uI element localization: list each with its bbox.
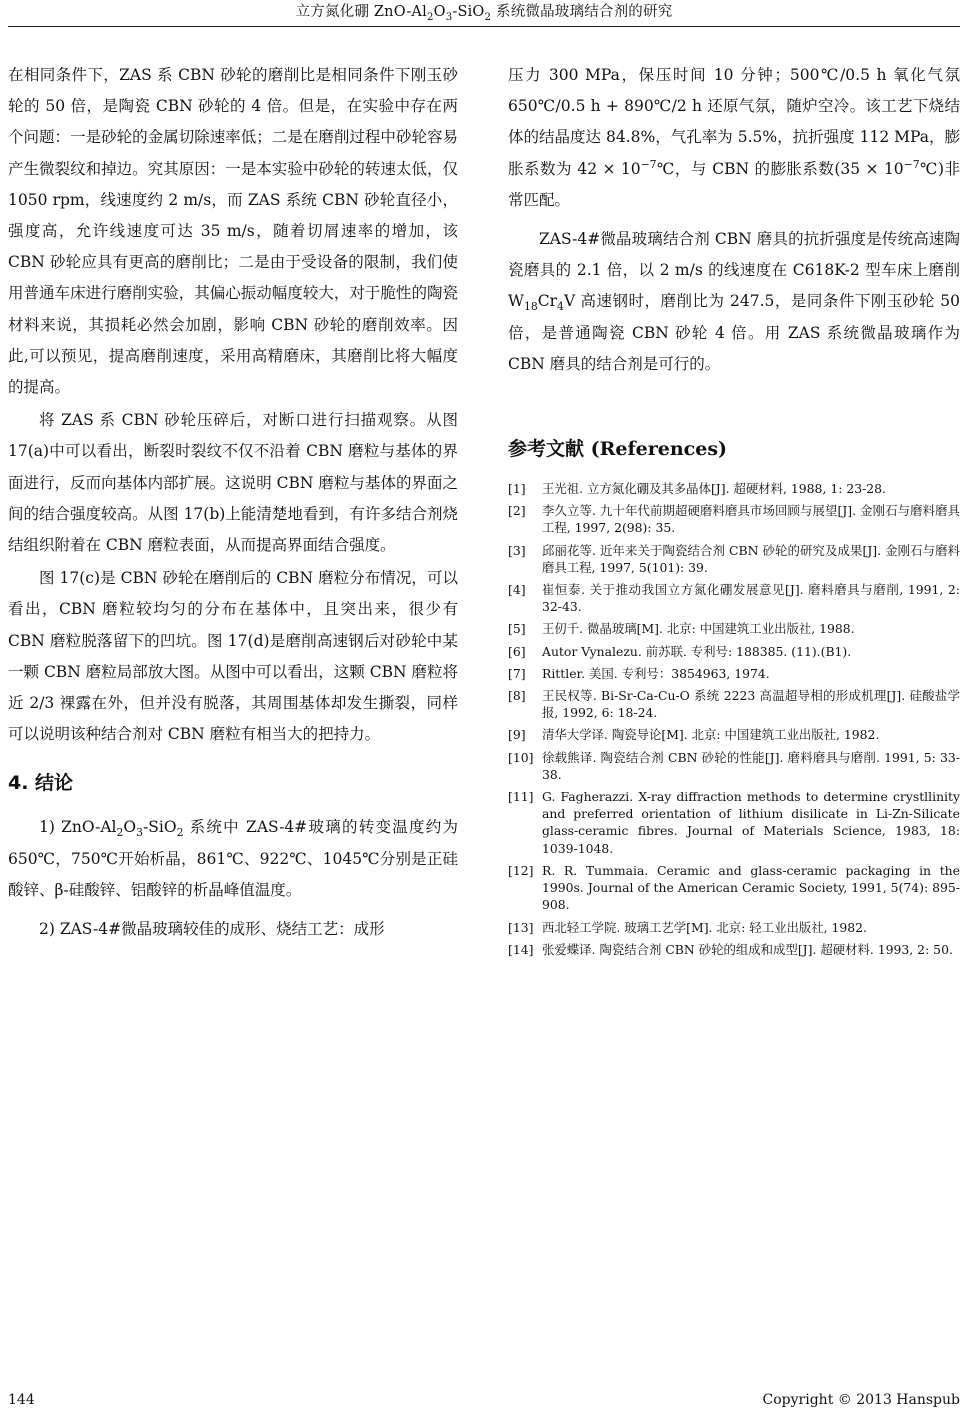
reference-number: [13] (508, 919, 534, 935)
body-paragraph: ZAS-4#微晶玻璃结合剂 CBN 磨具的抗折强度是传统高速陶瓷磨具的 2.1 倍，以 2 m/s 的线速度在 C618K-2 型车床上磨削 $W_{18}Cr_4V$ 高速钢时，磨削比为 247.5，是同条件下刚玉砂轮 50 倍，是普通陶瓷 CBN 砂轮 4 倍。用 ZAS 系统微晶玻璃作为 CBN 磨具的结合剂是可行的。 (508, 230, 960, 373)
reference-text: 李久立等. 九十年代前期超硬磨料磨具市场回顾与展望[J]. 金刚石与磨料磨具工程, 1997, 2(98): 35. (542, 503, 960, 536)
reference-text: Rittler. 美国. 专利号：3854963, 1974. (542, 665, 770, 681)
references-heading: 参考文献 (References) (508, 438, 728, 461)
reference-number: [9] (508, 727, 526, 743)
reference-text: 张爱蝶译. 陶瓷结合剂 CBN 砂轮的组成和成型[J]. 超硬材料. 1993, 2: 50. (542, 941, 953, 957)
reference-number: [14] (508, 941, 534, 957)
reference-text: 王仞千. 微晶玻璃[M]. 北京: 中国建筑工业出版社, 1988. (542, 621, 855, 637)
reference-item (508, 941, 960, 958)
reference-number: [5] (508, 621, 526, 637)
page-number: 144 (8, 1392, 35, 1408)
reference-text: 王民权等. Bi-Sr-Ca-Cu-O 系统 2223 高温超导相的形成机理[J]. 硅酸盐学报, 1992, 6: 18-24. (542, 688, 960, 721)
body-paragraph: 2) ZAS-4#微晶玻璃较佳的成形、烧结工艺：成形 (39, 920, 385, 939)
reference-item (508, 480, 960, 497)
copyright-notice: Copyright © 2013 Hanspub (762, 1392, 960, 1408)
reference-text: G. Fagherazzi. X-ray diffraction methods to determine crystllinity and preferred orientation of lithium disilicate in Li-Zn-Silicate glass-ceramic fibres. Journal of Materials Science, 1983, 18: 1039-1048. (542, 789, 960, 856)
reference-item (508, 581, 960, 615)
running-header: 立方氮化硼 ZnO-$Al_2O_3-SiO_2$ 系统微晶玻璃结合剂的研究 (295, 4, 673, 23)
reference-item (508, 862, 960, 914)
reference-text: 崔恒泰. 关于推动我国立方氮化硼发展意见[J]. 磨料磨具与磨削, 1991, 2: 32-43. (542, 582, 960, 615)
reference-number: [8] (508, 688, 526, 704)
header-rule (8, 26, 960, 27)
reference-text: 徐载熊译. 陶瓷结合剂 CBN 砂轮的性能[J]. 磨料磨具与磨削. 1991, 5: 33-38. (542, 749, 960, 782)
reference-number: [10] (508, 749, 534, 765)
reference-text: 西北轻工学院. 玻璃工艺学[M]. 北京: 轻工业出版社, 1982. (542, 919, 867, 935)
reference-item (508, 749, 960, 783)
body-paragraph: 在相同条件下，ZAS 系 CBN 砂轮的磨削比是相同条件下刚玉砂轮的 50 倍，是陶瓷 CBN 砂轮的 4 倍。但是，在实验中存在两个问题：一是砂轮的金属切除速率低；二是在磨削过程中砂轮容易产生微裂纹和掉边。究其原因：一是本实验中砂轮的转速太低，仅 1050 rpm，线速度约 2 m/s，而 ZAS 系统 CBN 砂轮直径小，强度高，允许线速度可达 35 m/s，随着切屑速率的增加，该 CBN 砂轮应具有更高的磨削比；二是由于受设备的限制，我们使用普通车床进行磨削实验，其偏心振动幅度较大，对于脆性的陶瓷材料来说，其损耗必然会加剧，影响 CBN 砂轮的磨削效率。因此,可以预见，提高磨削速度，采用高精磨床，其磨削比将大幅度的提高。 (8, 66, 458, 397)
reference-text: R. R. Tummaia. Ceramic and glass-ceramic packaging in the 1990s. Journal of the American Ceramic Society, 1991, 5(74): 895-908. (542, 862, 960, 913)
reference-number: [4] (508, 582, 526, 598)
body-paragraph: 压力 300 MPa，保压时间 10 分钟；500℃/0.5 h 氧化气氛 650℃/0.5 h + 890℃/2 h 还原气氛，随炉空冷。该工艺下烧结体的结晶度达 84.8%，气孔率为 5.5%，抗折强度 112 MPa，膨胀系数为 $42 \times 10^{-7}℃$，与 CBN 的膨胀系数$(35 \times 10^{-7}℃)$非常匹配。 (508, 66, 960, 209)
reference-item (508, 788, 960, 857)
reference-item (508, 919, 960, 936)
reference-text: 邱丽花等. 近年来关于陶瓷结合剂 CBN 砂轮的研究及成果[J]. 金刚石与磨料磨具工程, 1997, 5(101): 39. (542, 542, 960, 575)
body-paragraph: 1) ZnO-$Al_2O_3-SiO_2$ 系统中 ZAS-4#玻璃的转变温度约为 650℃，750℃开始析晶，861℃、922℃、1045℃分别是正硅酸锌、β-硅酸锌、铝酸锌的析晶峰值温度。 (8, 818, 458, 899)
reference-number: [12] (508, 862, 534, 878)
reference-text: 清华大学译. 陶瓷导论[M]. 北京: 中国建筑工业出版社, 1982. (542, 727, 880, 743)
reference-item (508, 687, 960, 721)
reference-text: 王光祖. 立方氮化硼及其多晶体[J]. 超硬材料, 1988, 1: 23-28. (542, 481, 886, 497)
reference-number: [3] (508, 542, 526, 558)
left-column (8, 60, 458, 945)
reference-number: [6] (508, 643, 526, 659)
reference-item (508, 665, 960, 682)
body-paragraph: 将 ZAS 系 CBN 砂轮压碎后，对断口进行扫描观察。从图 17(a)中可以看出，断裂时裂纹不仅不沿着 CBN 磨粒与基体的界面进行，反而向基体内部扩展。这说明 CBN 磨粒与基体的界面之间的结合强度较高。从图 17(b)上能清楚地看到，有许多结合剂烧结组织附着在 CBN 磨粒表面，从而提高界面结合强度。 (8, 411, 458, 555)
reference-number: [2] (508, 503, 526, 519)
right-column (508, 60, 960, 963)
body-paragraph: 图 17(c)是 CBN 砂轮在磨削后的 CBN 磨粒分布情况，可以看出，CBN 磨粒较均匀的分布在基体中，且突出来，很少有 CBN 磨粒脱落留下的凹坑。图 17(d)是磨削高速钢后对砂轮中某一颗 CBN 磨粒局部放大图。从图中可以看出，这颗 CBN 磨粒将近 2/3 裸露在外，但并没有脱落，其周围基体却发生撕裂，同样可以说明该种结合剂对 CBN 磨粒有相当大的把持力。 (8, 569, 458, 744)
reference-item (508, 502, 960, 536)
reference-item (508, 726, 960, 743)
reference-number: [1] (508, 481, 526, 497)
reference-number: [7] (508, 665, 526, 681)
reference-list (508, 480, 960, 958)
reference-text: Autor Vynalezu. 前苏联. 专利号: 188385. (11).(B1). (542, 643, 852, 659)
reference-number: [11] (508, 789, 534, 805)
reference-item (508, 620, 960, 637)
reference-item (508, 542, 960, 576)
reference-item (508, 643, 960, 660)
section-heading: 4. 结论 (8, 772, 74, 795)
